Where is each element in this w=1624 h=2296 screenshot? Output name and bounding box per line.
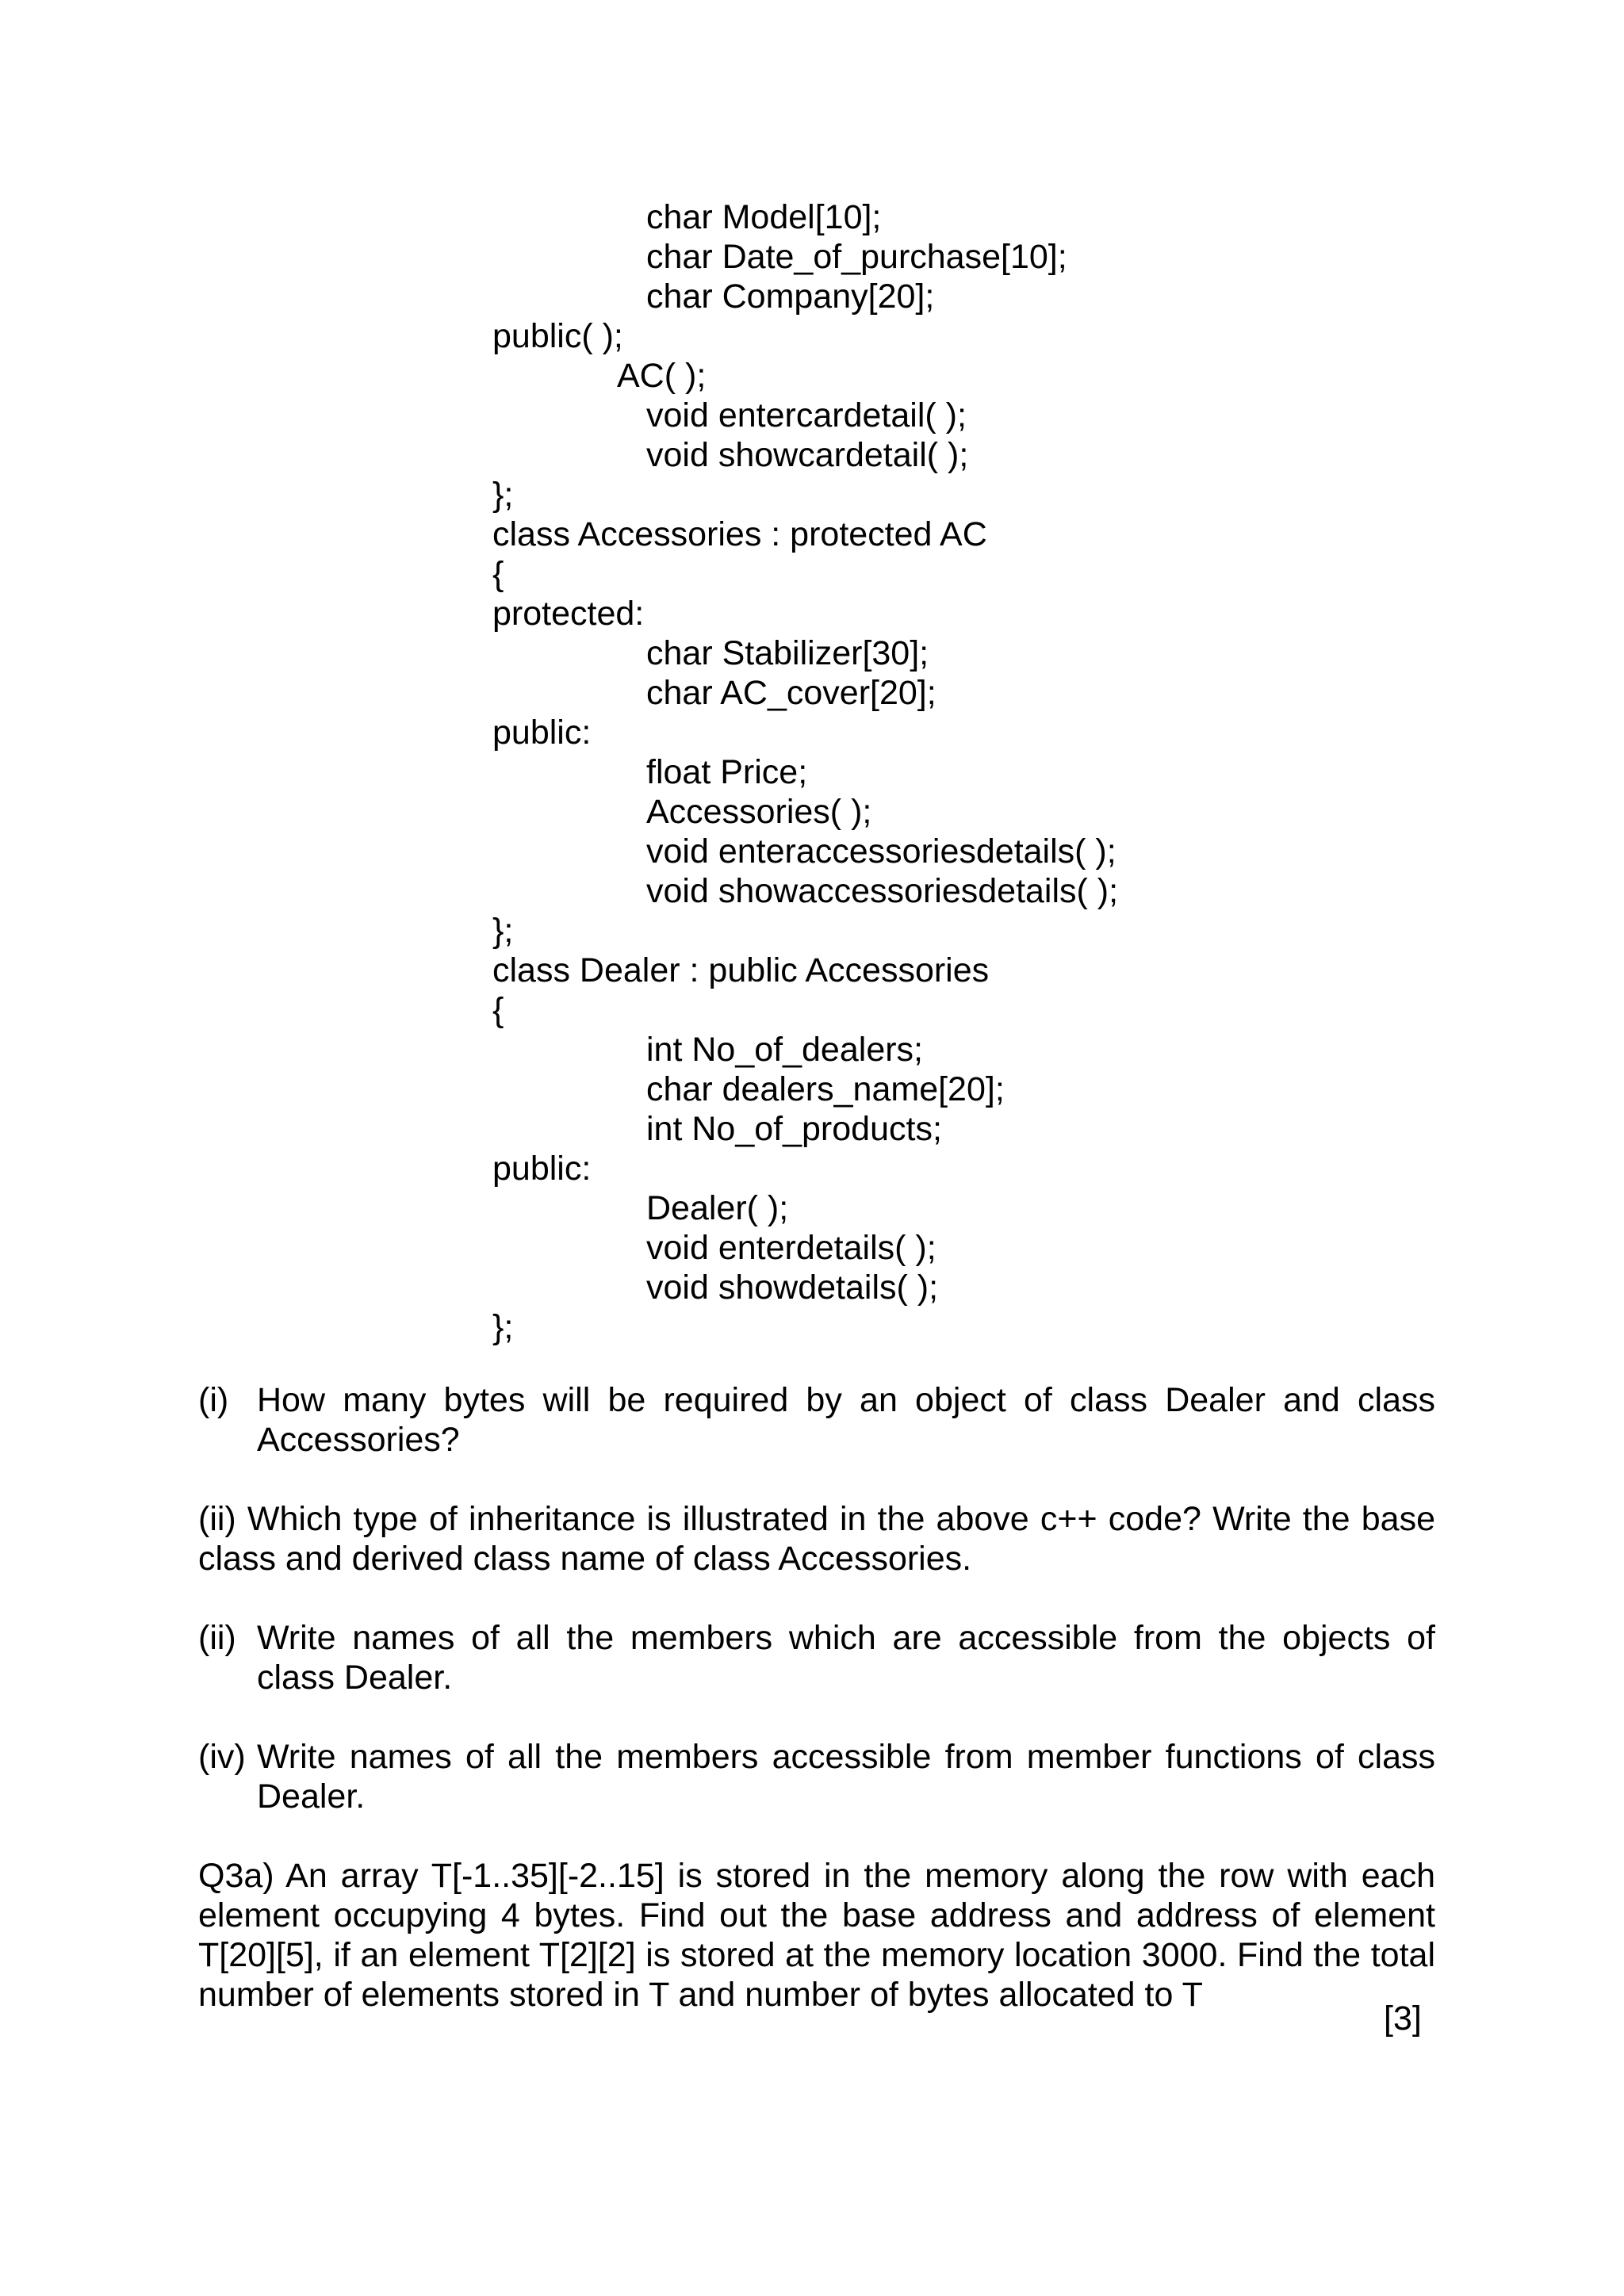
code-line: float Price; (646, 753, 808, 791)
code-line: void showdetails( ); (646, 1269, 939, 1307)
code-line: int No_of_products; (646, 1110, 942, 1148)
question-i (198, 1380, 1435, 1460)
question-text: Write names of all the members accessible from member functions of class Dealer. (257, 1738, 1435, 1816)
code-line: char Stabilizer[30]; (646, 634, 929, 672)
code-line: void showcardetail( ); (646, 436, 969, 474)
question-number: (iv) (198, 1738, 246, 1776)
code-line: Accessories( ); (646, 793, 872, 831)
code-line: public: (492, 1150, 592, 1188)
question-text: How many bytes will be required by an object of class Dealer and class Accessories? (257, 1381, 1435, 1459)
code-line: }; (492, 476, 514, 514)
question-ii-members (198, 1618, 1435, 1697)
question-iv (198, 1737, 1435, 1816)
code-line: char Date_of_purchase[10]; (646, 238, 1067, 276)
code-line: public: (492, 714, 592, 752)
question-number: (i) (198, 1381, 229, 1419)
code-line: protected: (492, 595, 645, 633)
question-number: (ii) (198, 1619, 236, 1657)
code-line: class Accessories : protected AC (492, 515, 987, 553)
question-text: Write names of all the members which are accessible from the objects of class Dealer. (257, 1619, 1435, 1697)
code-line: }; (492, 1308, 514, 1346)
code-line: void enterdetails( ); (646, 1229, 936, 1267)
code-line: void entercardetail( ); (646, 396, 967, 434)
code-line: public( ); (492, 317, 623, 355)
question-q3a: Q3a) An array T[-1..35][-2..15] is stored in the memory along the row with each element occupying 4 bytes. Find out the base address and address of element T[20][5], if an element T[2][2] is stored at the memory location 3000. Find the total number of elements stored in T and number of bytes allocated to T (198, 1857, 1435, 2014)
code-line: { (492, 555, 504, 593)
code-line: char dealers_name[20]; (646, 1070, 1005, 1108)
question-ii-inheritance: (ii) Which type of inheritance is illustrated in the above c++ code? Write the base class and derived class name of class Accessories. (198, 1500, 1435, 1578)
code-line: class Dealer : public Accessories (492, 951, 990, 989)
code-line: AC( ); (617, 357, 707, 395)
code-line: { (492, 991, 504, 1029)
code-line: void showaccessoriesdetails( ); (646, 872, 1119, 910)
marks-label: [3] (1384, 1999, 1422, 2038)
code-line: char Model[10]; (646, 198, 882, 236)
code-line: }; (492, 912, 514, 950)
code-line: Dealer( ); (646, 1189, 789, 1227)
code-line: void enteraccessoriesdetails( ); (646, 832, 1116, 871)
code-line: int No_of_dealers; (646, 1031, 923, 1069)
code-line: char Company[20]; (646, 277, 935, 316)
code-line: char AC_cover[20]; (646, 674, 936, 712)
